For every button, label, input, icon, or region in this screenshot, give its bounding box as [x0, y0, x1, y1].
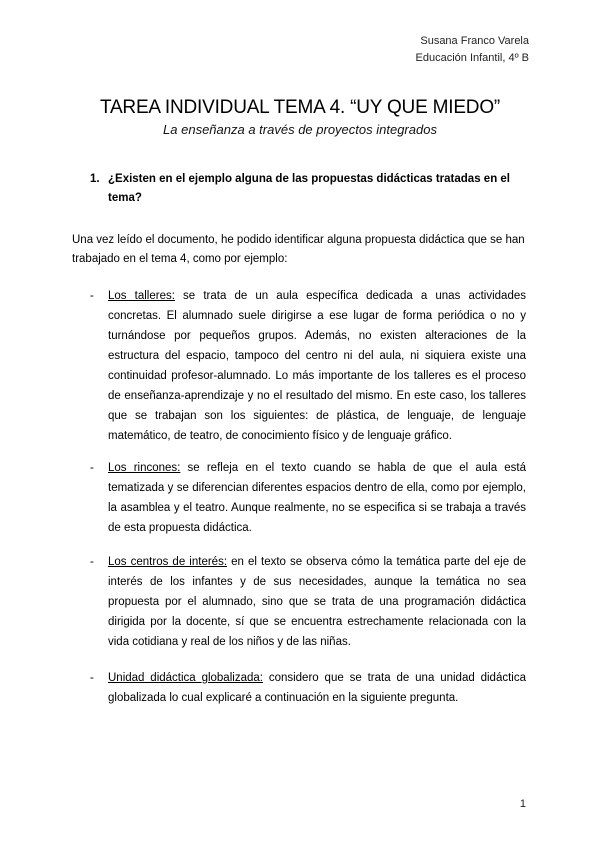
- item-text: considero que se trata de una unidad didáctica globalizada lo cual explicaré a continuación en la siguiente pregunta.: [108, 672, 526, 704]
- list-item-centros-de-interes: [90, 552, 526, 652]
- list-item-unidad-didactica: [90, 668, 526, 708]
- item-term: Los centros de interés:: [108, 556, 228, 568]
- item-text: se trata de un aula específica dedicada a unas actividades concretas. El alumnado suele dirigirse a ese lugar de forma periódica o no y turnándose por pequeños grupos. Además, no existen alteraciones de la estructura del espacio, tampoco del centro ni del aula, ni siquiera existe una continuidad profesor-alumnado. Lo más importante de los talleres es el proceso de enseñanza-aprendizaje y no el resultado del mismo. En este caso, los talleres que se trabajan son los siguientes: de plástica, de lenguaje, de lenguaje matemático, de teatro, de conocimiento físico y de lenguaje gráfico.: [108, 290, 526, 442]
- intro-paragraph: Una vez leído el documento, he podido identificar alguna propuesta didáctica que se han trabajado en el tema 4, como por ejemplo:: [72, 234, 525, 265]
- list-item-rincones: [90, 458, 526, 538]
- page-number: 1: [519, 798, 526, 810]
- item-text: en el texto se observa cómo la temática parte del eje de interés de los infantes y de sus necesidades, aunque la temática no sea propuesta por el alumnado, sino que se trata de una programación didáctica dirigida por la docente, sí que se encuentra estrechamente relacionada con la vida cotidiana y real de los niños y de las niñas.: [108, 556, 526, 648]
- list-dash: -: [90, 556, 94, 568]
- header-author: Susana Franco Varela: [420, 35, 529, 47]
- item-term: Los rincones:: [108, 462, 181, 474]
- question-text: ¿Existen en el ejemplo alguna de las propuestas didácticas tratadas en el tema?: [108, 173, 511, 204]
- question-heading: [90, 170, 510, 208]
- item-term: Los talleres:: [108, 290, 175, 302]
- list-dash: -: [90, 462, 94, 474]
- item-term: Unidad didáctica globalizada:: [108, 672, 263, 684]
- document-title: TAREA INDIVIDUAL TEMA 4. “UY QUE MIEDO”: [99, 97, 501, 118]
- page-header: [416, 33, 529, 67]
- list-dash: -: [90, 672, 94, 684]
- list-dash: -: [90, 290, 94, 302]
- item-text: se refleja en el texto cuando se habla de que el aula está tematizada y se diferencian diferentes espacios dentro de ella, como por ejemplo, la asamblea y el teatro. Aunque realmente, no se especifica si se trabaja a través de esta propuesta didáctica.: [108, 462, 526, 534]
- list-item-talleres: [90, 286, 526, 446]
- header-course: Educación Infantil, 4º B: [415, 52, 529, 64]
- question-number: 1.: [90, 173, 100, 185]
- document-subtitle: La enseñanza a través de proyectos integrados: [163, 122, 437, 137]
